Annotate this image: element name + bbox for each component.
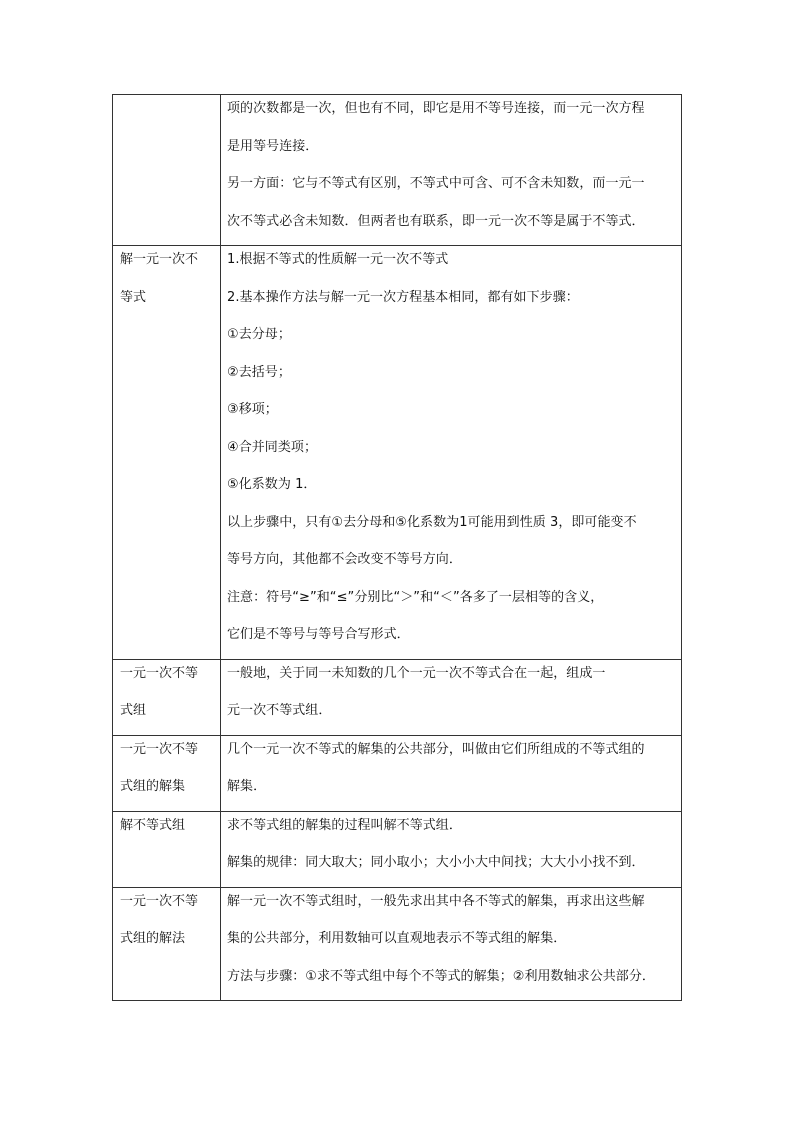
row-label [113,659,221,735]
row-label [113,811,221,887]
knowledge-table [112,94,682,1001]
row-content [221,95,682,246]
label-line: 等式 [120,289,147,305]
content-line: 1.根据不等式的性质解一元一次不等式 [227,252,449,267]
content-line: 一般地，关于同一未知数的几个一元一次不等式合在一起，组成一 [227,665,606,681]
content-line: 求不等式组的解集的过程叫解不等式组． [227,817,462,833]
content-line: 几个一元一次不等式的解集的公共部分，叫做由它们所组成的不等式组的 [227,741,645,757]
table-row-system-solution-set [113,735,682,811]
label-line: 一元一次不等 [120,741,199,757]
content-line: ①去分母； [227,327,291,342]
table-row-inequality-comparison [113,95,682,246]
content-line: 注意：符号“≥”和“≤”分别比“＞”和“＜”各多了一层相等的含义， [227,589,604,605]
table-row-system-method [113,887,682,1001]
row-label [113,95,221,246]
content-line: 等号方向，其他都不会改变不等号方向． [227,552,462,567]
content-line: 集的公共部分，利用数轴可以直观地表示不等式组的解集． [227,931,567,946]
content-line: 以上步骤中，只有①去分母和⑤化系数为1可能用到性质 3，即可能变不 [227,514,637,530]
content-line: 2.基本操作方法与解一元一次方程基本相同，都有如下步骤： [227,289,579,305]
content-line: 元一次不等式组． [227,703,332,718]
content-line: 解集的规律：同大取大；同小取小；大小小大中间找；大大小小找不到． [227,855,645,870]
label-line: 解一元一次不 [120,252,199,267]
label-line: 解不等式组 [120,817,186,833]
content-line: ③移项； [227,402,278,417]
row-content [221,735,682,811]
content-line: 是用等号连接． [227,138,319,154]
content-line: ②去括号； [227,364,291,380]
table-row-solve-system [113,811,682,887]
row-label [113,735,221,811]
content-line: ⑤化系数为 1． [227,477,317,492]
content-line: 另一方面：它与不等式有区别，不等式中可含、可不含未知数，而一元一 [227,176,645,191]
content-line: 解一元一次不等式组时，一般先求出其中各不等式的解集，再求出这些解 [227,893,645,909]
label-line: 式组的解法 [120,931,186,946]
label-line: 式组的解集 [120,779,186,794]
row-content [221,811,682,887]
row-content [221,887,682,1001]
table-row-inequality-system [113,659,682,735]
table-row-solve-inequality [113,246,682,660]
content-line: 项的次数都是一次，但也有不同，即它是用不等号连接，而一元一次方程 [227,101,645,116]
row-label [113,887,221,1001]
row-content [221,659,682,735]
label-line: 式组 [120,703,147,718]
label-line: 一元一次不等 [120,893,199,909]
label-line: 一元一次不等 [120,665,199,681]
content-line: 解集． [227,779,267,794]
row-label [113,246,221,660]
content-line: 它们是不等号与等号合写形式． [227,627,410,642]
content-line: ④合并同类项； [227,439,318,455]
row-content [221,246,682,660]
content-line: 次不等式必含未知数．但两者也有联系，即一元一次不等是属于不等式． [227,213,645,229]
content-line: 方法与步骤：①求不等式组中每个不等式的解集；②利用数轴求公共部分． [227,968,655,984]
